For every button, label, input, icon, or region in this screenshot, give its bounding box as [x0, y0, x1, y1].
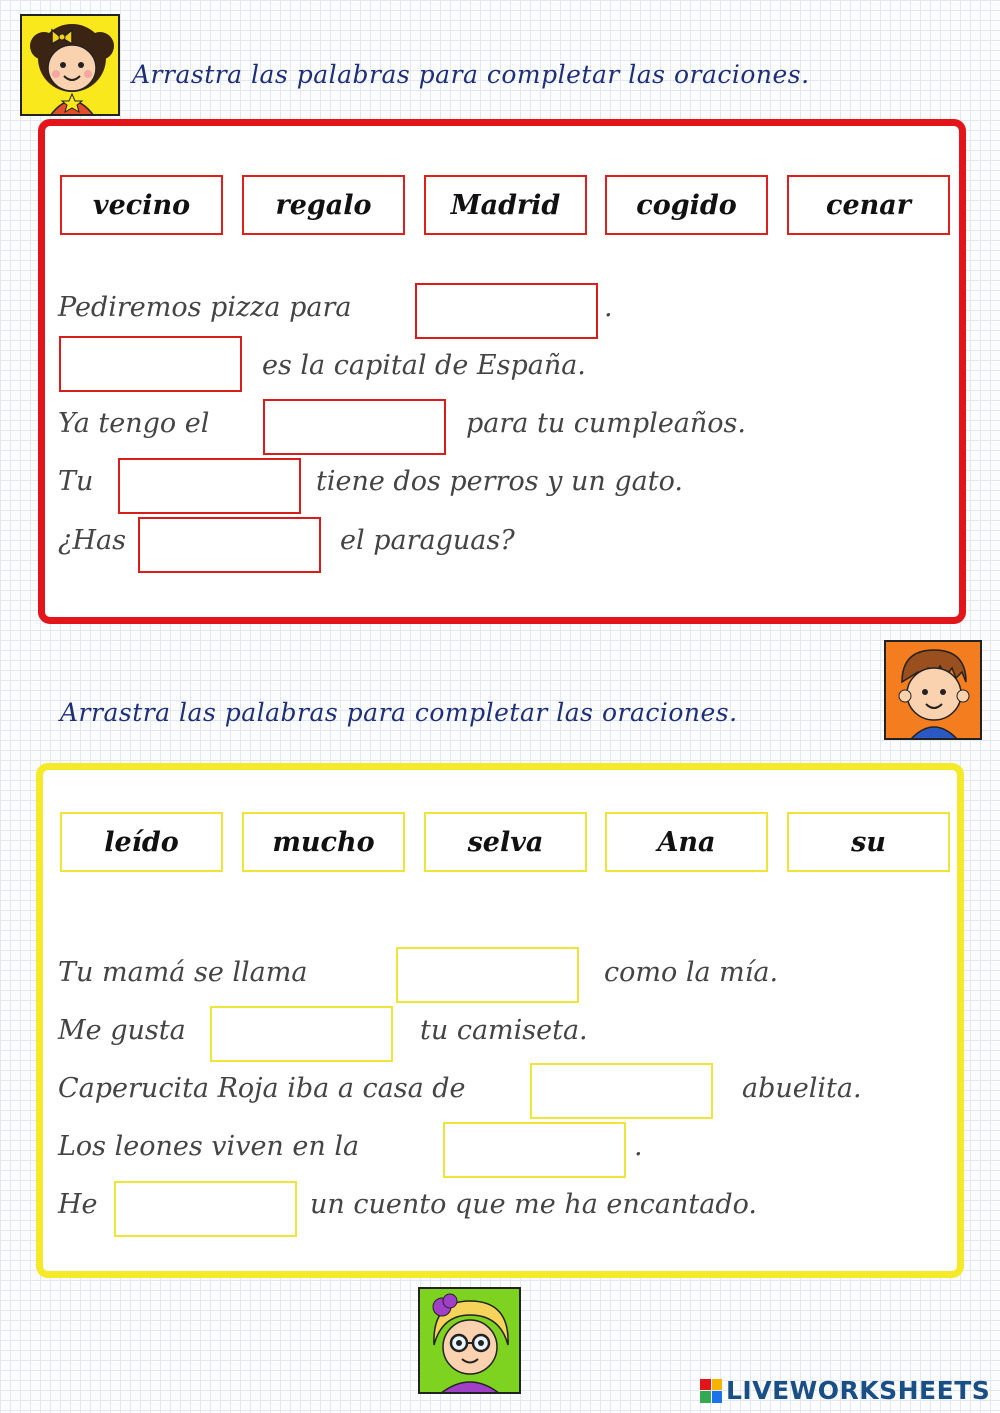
- sentence2-5-before: He: [58, 1189, 98, 1220]
- girl-avatar-icon: [20, 14, 120, 116]
- word-mucho[interactable]: mucho: [242, 812, 405, 872]
- boy-avatar-icon: [884, 640, 982, 740]
- section1-title: Arrastra las palabras para completar las oraciones.: [132, 60, 810, 89]
- drop-slot-2-2[interactable]: [210, 1006, 393, 1062]
- sentence1-4-after: tiene dos perros y un gato.: [316, 466, 683, 497]
- drop-slot-2-1[interactable]: [396, 947, 579, 1003]
- word-madrid[interactable]: Madrid: [424, 175, 587, 235]
- sentence2-4-after: .: [634, 1131, 643, 1162]
- sentence2-4-before: Los leones viven en la: [58, 1131, 360, 1162]
- sentence1-3-before: Ya tengo el: [58, 408, 210, 439]
- sentence2-3-after: abuelita.: [742, 1073, 862, 1104]
- sentence2-1-after: como la mía.: [604, 957, 779, 988]
- section2-title: Arrastra las palabras para completar las oraciones.: [60, 698, 738, 727]
- drop-slot-1-2[interactable]: [59, 336, 242, 392]
- liveworksheets-logo-icon: [700, 1379, 722, 1403]
- word-cogido[interactable]: cogido: [605, 175, 768, 235]
- word-cenar[interactable]: cenar: [787, 175, 950, 235]
- word-vecino[interactable]: vecino: [60, 175, 223, 235]
- sentence1-1-before: Pediremos pizza para: [58, 292, 352, 323]
- sentence1-2-after: es la capital de España.: [262, 350, 586, 381]
- sentence1-5-before: ¿Has: [58, 525, 126, 556]
- word-ana[interactable]: Ana: [605, 812, 768, 872]
- sentence2-2-before: Me gusta: [58, 1015, 186, 1046]
- drop-slot-2-5[interactable]: [114, 1181, 297, 1237]
- sentence1-1-after: .: [604, 292, 613, 323]
- drop-slot-1-3[interactable]: [263, 399, 446, 455]
- sentence2-5-after: un cuento que me ha encantado.: [310, 1189, 757, 1220]
- word-selva[interactable]: selva: [424, 812, 587, 872]
- sentence2-1-before: Tu mamá se llama: [58, 957, 308, 988]
- sentence1-3-after: para tu cumpleaños.: [466, 408, 746, 439]
- word-su[interactable]: su: [787, 812, 950, 872]
- drop-slot-1-4[interactable]: [118, 458, 301, 514]
- sentence1-5-after: el paraguas?: [340, 525, 515, 556]
- drop-slot-1-5[interactable]: [138, 517, 321, 573]
- sentence2-2-after: tu camiseta.: [420, 1015, 588, 1046]
- drop-slot-2-3[interactable]: [530, 1063, 713, 1119]
- drop-slot-2-4[interactable]: [443, 1122, 626, 1178]
- word-regalo[interactable]: regalo: [242, 175, 405, 235]
- liveworksheets-brand: [700, 1376, 990, 1405]
- word-leido[interactable]: leído: [60, 812, 223, 872]
- brand-text: LIVEWORKSHEETS: [726, 1376, 991, 1405]
- sentence1-4-before: Tu: [58, 466, 94, 497]
- sentence2-3-before: Caperucita Roja iba a casa de: [58, 1073, 466, 1104]
- drop-slot-1-1[interactable]: [415, 283, 598, 339]
- girl-glasses-avatar-icon: [418, 1287, 521, 1394]
